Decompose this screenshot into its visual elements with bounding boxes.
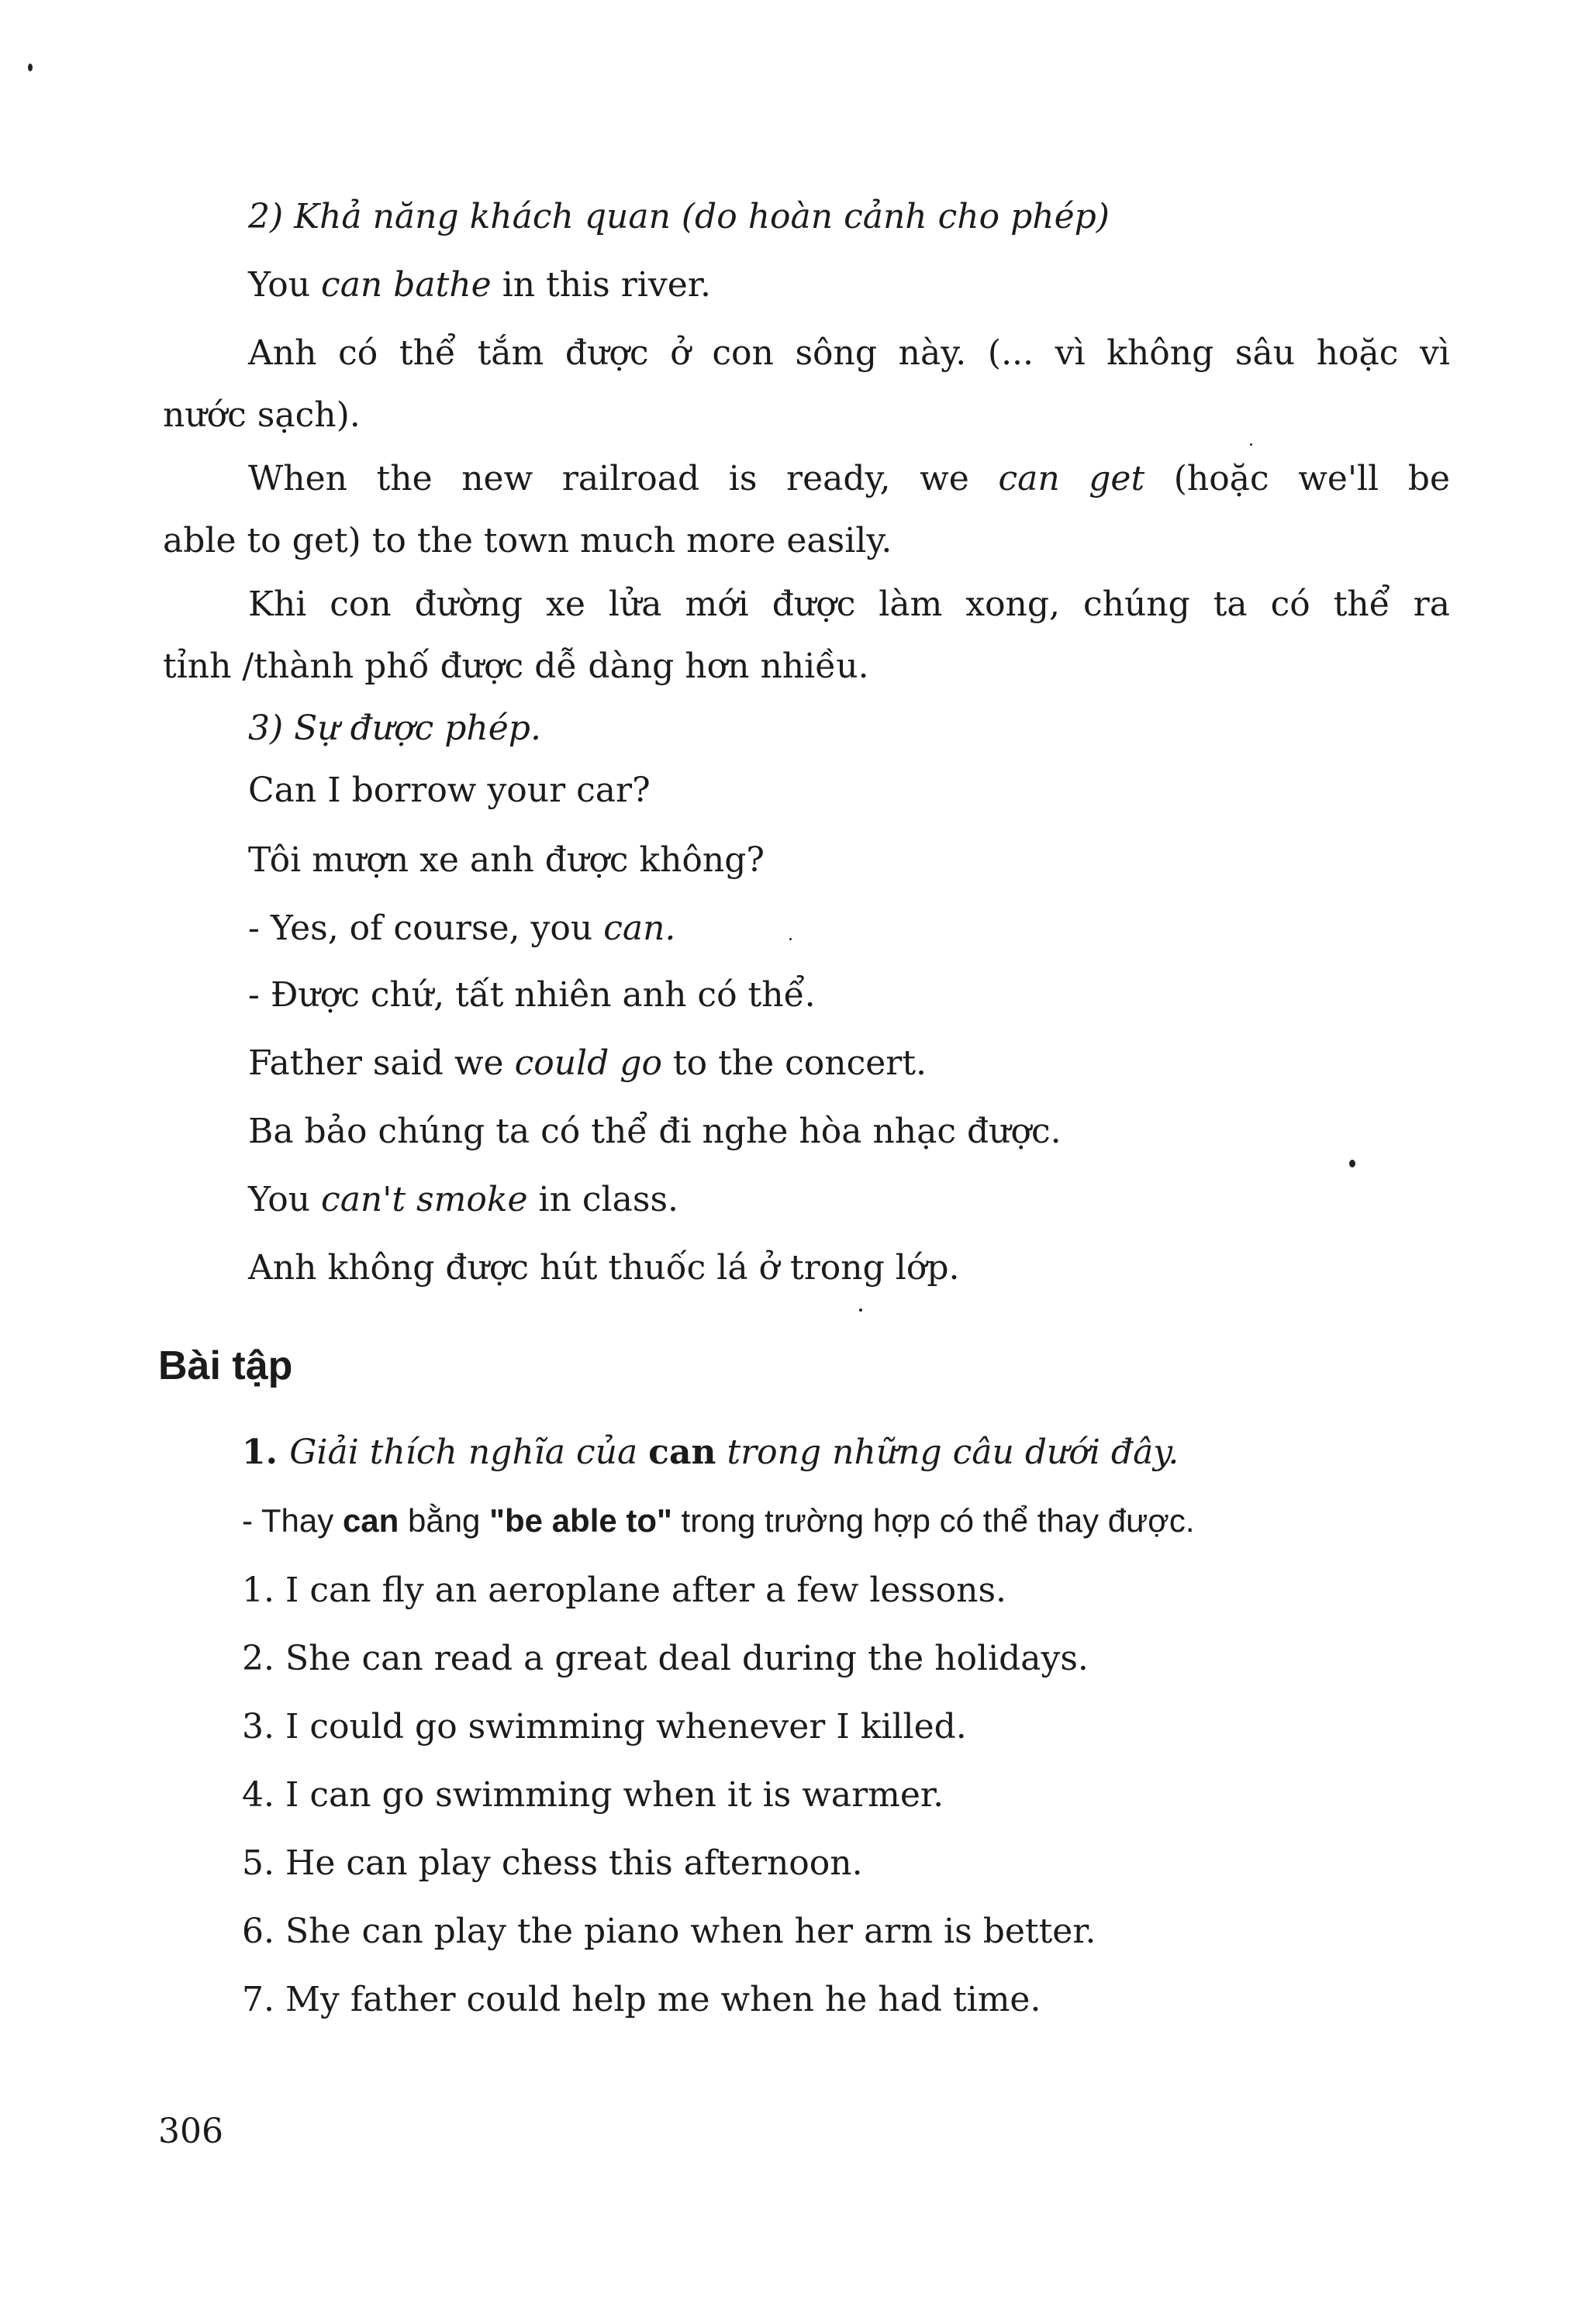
answer-pre: - Yes, of course, you [248, 909, 604, 948]
example-3-post: to the concert. [661, 1043, 927, 1083]
example-2-line-2: able to get) to the town much more easily. [163, 521, 892, 560]
exercise-item: 7. My father could help me when he had time. [242, 1980, 1041, 2019]
example-4-post: in class. [527, 1180, 679, 1219]
example-2-pre: When the new railroad is ready, we [248, 459, 999, 498]
exercise-item: 3. I could go swimming whenever I killed. [242, 1707, 967, 1746]
example-1-sentence [248, 264, 711, 307]
answer-translation: - Được chứ, tất nhiên anh có thể. [248, 975, 816, 1015]
instruction-number: 1. [242, 1433, 290, 1472]
example-2-line-1 [248, 457, 1450, 501]
question-sentence: Can I borrow your car? [248, 771, 651, 810]
scan-speck [859, 1309, 862, 1312]
section-3-heading: 3) Sự được phép. [248, 709, 541, 748]
example-1-pre: You [248, 265, 322, 305]
note-pre: - Thay [242, 1502, 343, 1539]
scan-speck [1250, 443, 1252, 446]
note-keyword-1: can [342, 1502, 399, 1539]
example-4-pre: You [248, 1180, 322, 1219]
example-3-emphasis: could go [514, 1043, 662, 1083]
example-3-sentence [248, 1042, 927, 1085]
example-2-translation-line-1: Khi con đường xe lửa mới được làm xong, chúng ta có thể ra [248, 584, 1450, 624]
exercise-item: 5. He can play chess this afternoon. [242, 1843, 863, 1883]
example-3-translation: Ba bảo chúng ta có thể đi nghe hòa nhạc được. [248, 1112, 1062, 1151]
answer-sentence [248, 907, 675, 950]
instruction-part-2: trong những câu dưới đây. [716, 1433, 1179, 1472]
example-4-translation: Anh không được hút thuốc lá ở trong lớp. [248, 1248, 960, 1288]
section-2-heading: 2) Khả năng khách quan (do hoàn cảnh cho phép) [248, 197, 1110, 236]
exercise-instruction [242, 1431, 1179, 1474]
example-1-post: in this river. [491, 265, 711, 305]
scan-speck [789, 938, 792, 940]
page-number: 306 [158, 2112, 223, 2151]
exercise-item: 2. She can read a great deal during the holidays. [242, 1639, 1089, 1678]
scan-speck [28, 64, 33, 71]
exercise-item: 1. I can fly an aeroplane after a few lessons. [242, 1571, 1007, 1610]
exercise-item: 4. I can go swimming when it is warmer. [242, 1775, 944, 1815]
answer-emphasis: can. [603, 909, 676, 948]
note-mid: bằng [399, 1502, 490, 1539]
note-keyword-2: "be able to" [489, 1502, 672, 1539]
question-translation: Tôi mượn xe anh được không? [248, 840, 765, 880]
example-4-sentence [248, 1178, 678, 1222]
example-2-post: (hoặc we'll be [1144, 459, 1450, 498]
exercise-title: Bài tập [158, 1343, 293, 1388]
instruction-part-1: Giải thích nghĩa của [289, 1433, 649, 1472]
instruction-keyword: can [648, 1433, 716, 1472]
exercise-note [242, 1499, 1195, 1543]
example-1-translation-line-2: nước sạch). [163, 395, 361, 435]
note-post: trong trường hợp có thể thay được. [671, 1502, 1195, 1539]
example-2-emphasis: can get [998, 459, 1145, 498]
scan-speck [1349, 1160, 1355, 1167]
example-2-translation-line-2: tỉnh /thành phố được dễ dàng hơn nhiều. [163, 647, 869, 686]
exercise-item: 6. She can play the piano when her arm is better. [242, 1912, 1096, 1951]
example-3-pre: Father said we [248, 1043, 515, 1083]
example-4-emphasis: can't smoke [321, 1180, 528, 1219]
example-1-emphasis: can bathe [321, 265, 492, 305]
example-1-translation-line-1: Anh có thể tắm được ở con sông này. (... vì không sâu hoặc vì [248, 333, 1450, 373]
